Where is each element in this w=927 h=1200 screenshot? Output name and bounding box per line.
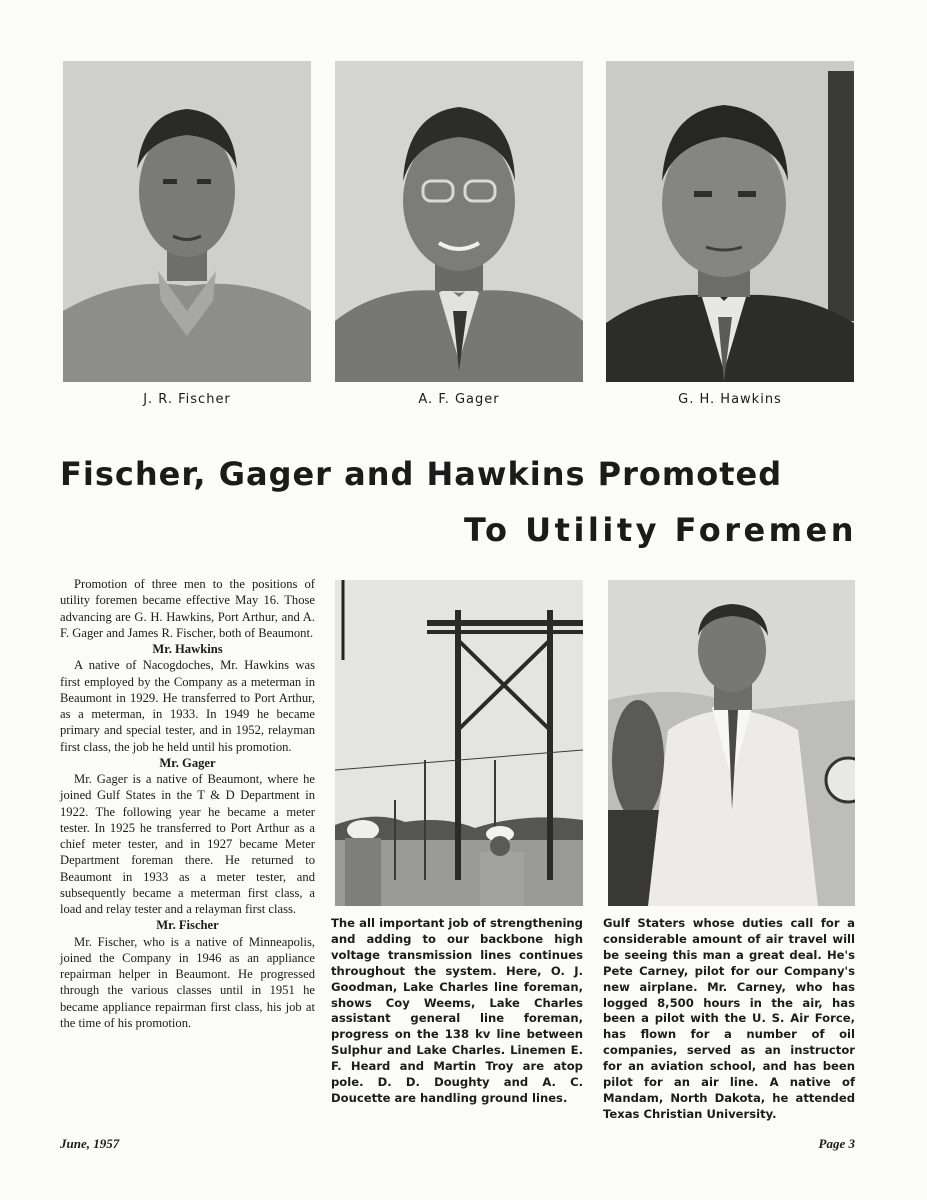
portrait-photo-gager xyxy=(335,61,583,382)
portrait-caption-gager: A. F. Gager xyxy=(418,392,500,407)
portrait-caption-fischer: J. R. Fischer xyxy=(143,392,231,407)
footer-page-number: Page 3 xyxy=(818,1136,855,1151)
transmission-tower-caption: The all important job of strengthening and adding to our backbone high voltage transmission lines continues throughout the system. Here, O. J. Goodman, Lake Charles line foreman, shows Coy Weems, Lake Charles assistant general line foreman, progress on the 138 kv line between Sulphur and Lake Charles. Linemen E. F. Heard and Martin Troy are atop pole. D. D. Doughty and A. C. Doucette are handling ground lines. xyxy=(331,916,583,1105)
portrait-photo-hawkins xyxy=(606,61,854,382)
headline-line-1: Fischer, Gager and Hawkins Promoted xyxy=(60,455,783,493)
section-text-hawkins: A native of Nacogdoches, Mr. Hawkins was first employed by the Company as a meterman in Beaumont in 1929. He transferred to Port Arthur, as a meterman, in 1933. In 1949 he became primary and special tester, and in 1952, relayman first class, the job he held until his promotion. xyxy=(60,658,315,754)
article-intro: Promotion of three men to the positions of utility foremen became effective May 16. Those advancing are G. H. Hawkins, Port Arthur, and A. F. Gager and James R. Fischer, both of Beaumont. xyxy=(60,577,315,640)
pilot-caption: Gulf Staters whose duties call for a considerable amount of air travel will be seeing this man a great deal. He's Pete Carney, pilot for our Company's new airplane. Mr. Carney, who has logged 8,500 hours in the air, has been a pilot with the U. S. Air Force, has flown for a number of oil companies, served as an instructor for an aviation school, and has been pilot for an air line. A native of Mandam, North Dakota, he attended Texas Christian University. xyxy=(603,916,855,1121)
transmission-tower-photo xyxy=(335,580,583,906)
section-heading-hawkins: Mr. Hawkins xyxy=(152,642,223,656)
pilot-photo xyxy=(608,580,855,906)
portrait-caption-hawkins: G. H. Hawkins xyxy=(678,392,782,407)
section-text-gager: Mr. Gager is a native of Beaumont, where he joined Gulf States in the T & D Department in 1922. The following year he became a meter tester. In 1925 he transferred to Port Arthur as a chief meter tester, and in 1927 became Meter Department foreman there. He returned to Beaumont in 1933 as a meter tester, and subsequently became a meterman first class, a load and relay tester and a relayman first class. xyxy=(60,772,315,916)
headline-line-2: To Utility Foremen xyxy=(463,511,857,549)
section-heading-fischer: Mr. Fischer xyxy=(156,918,219,933)
section-heading-gager: Mr. Gager xyxy=(159,755,216,770)
section-text-fischer: Mr. Fischer, who is a native of Minneapolis, joined the Company in 1946 as an appliance repairman helper in Beaumont. He progressed through the various classes until in 1951 he became appliance repairman first class, his job at the time of his promotion. xyxy=(60,934,315,1030)
article-body xyxy=(60,576,315,1031)
footer-date: June, 1957 xyxy=(60,1136,120,1151)
portrait-photo-fischer xyxy=(63,61,311,382)
